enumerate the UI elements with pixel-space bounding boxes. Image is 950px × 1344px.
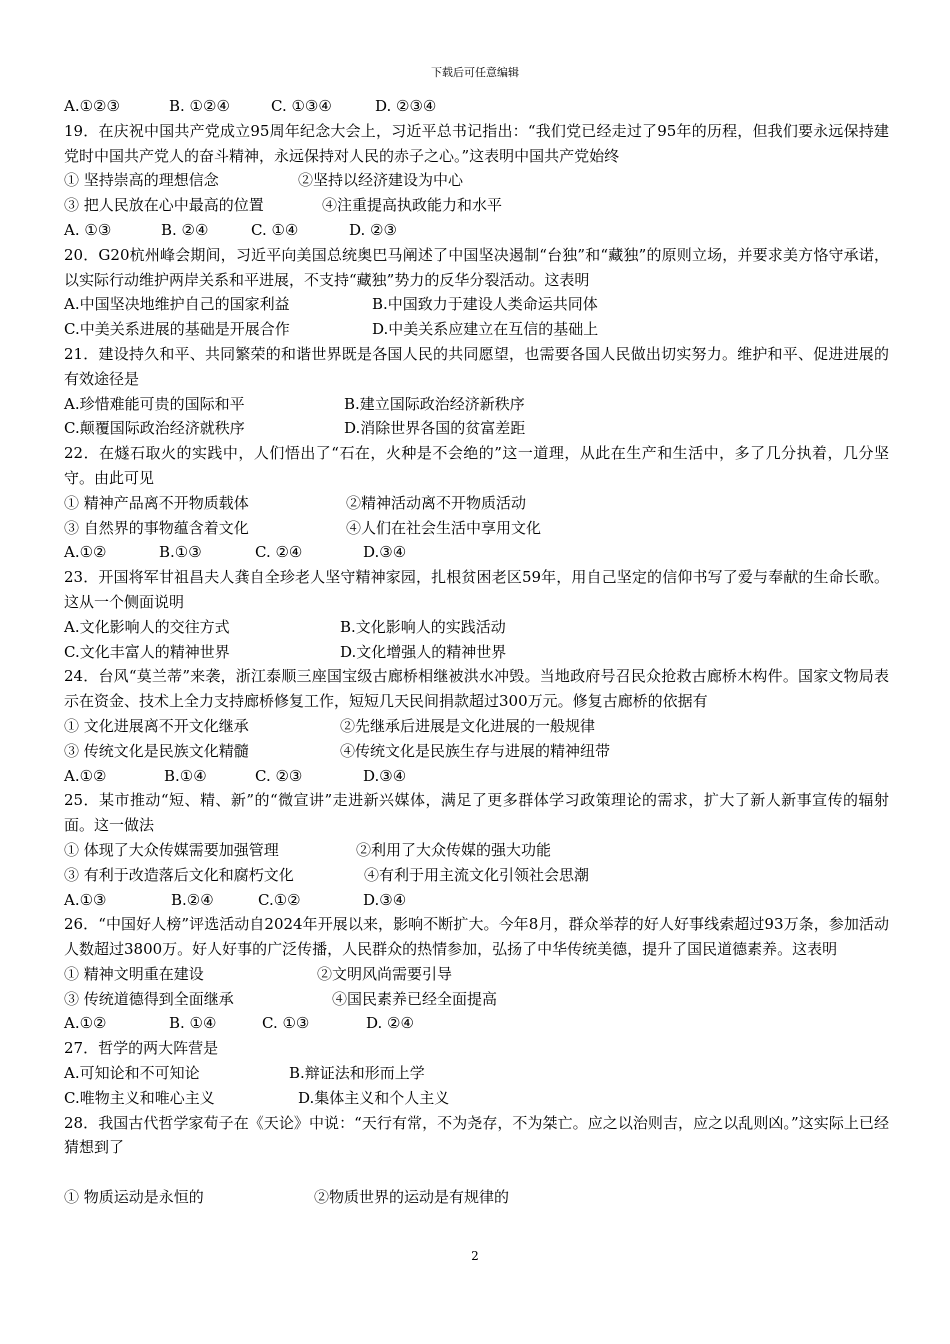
options-row xyxy=(64,317,889,342)
exam-content xyxy=(64,94,889,1210)
option-c: C.①② xyxy=(258,890,301,909)
statement: ④传统文化是民族生存与进展的精神纽带 xyxy=(340,741,611,760)
option-b: B. ②④ xyxy=(161,220,209,239)
option-a: A.珍惜难能可贵的国际和平 xyxy=(64,394,245,413)
option-d: D.③④ xyxy=(363,543,407,562)
statement-row xyxy=(64,714,889,739)
blank-line xyxy=(64,1160,889,1185)
option-c: C.颠覆国际政治经济就秩序 xyxy=(64,419,245,438)
statement-row xyxy=(64,987,889,1012)
statement: ③ 有利于改造落后文化和腐朽文化 xyxy=(64,865,294,884)
option-b: B.建立国际政治经济新秩序 xyxy=(344,394,525,413)
option-a: A.①② xyxy=(64,766,107,785)
page-number: 2 xyxy=(471,1249,479,1263)
option-d: D. ②④ xyxy=(366,1014,414,1033)
q18-option-a: A.①②③ xyxy=(64,97,120,115)
q18-option-c: C. ①③④ xyxy=(271,97,332,115)
q18-option-d: D. ②③④ xyxy=(375,97,437,115)
statement: ① 坚持崇高的理想信念 xyxy=(64,171,219,190)
option-d: D.文化增强人的精神世界 xyxy=(340,642,507,661)
statement-row xyxy=(64,863,889,888)
q18-option-b: B. ①②④ xyxy=(169,97,230,115)
option-a: A.①② xyxy=(64,1014,107,1033)
option-d: D.③④ xyxy=(363,766,407,785)
option-a: A.文化影响人的交往方式 xyxy=(64,617,230,636)
options-row xyxy=(64,218,889,243)
options-row xyxy=(64,1061,889,1086)
statement-row xyxy=(64,962,889,987)
options-row xyxy=(64,1086,889,1111)
statement: ① 物质运动是永恒的 xyxy=(64,1188,204,1207)
statement: ① 精神文明重在建设 xyxy=(64,964,204,983)
option-b: B.②④ xyxy=(171,890,214,909)
statement: ③ 把人民放在心中最高的位置 xyxy=(64,196,264,215)
question-stem: 23．开国将军甘祖昌夫人龚自全珍老人坚守精神家园，扎根贫困老区59年，用自己坚定的信仰书写了爱与奉献的生命长歌。这从一个侧面说明 xyxy=(64,568,889,611)
option-d: D.消除世界各国的贫富差距 xyxy=(344,419,526,438)
option-b: B.①③ xyxy=(159,543,202,562)
option-a: A.①② xyxy=(64,543,107,562)
option-d: D.中美关系应建立在互信的基础上 xyxy=(372,320,599,339)
statement-row xyxy=(64,516,889,541)
options-row xyxy=(64,888,889,913)
statement-row xyxy=(64,838,889,863)
options-row xyxy=(64,764,889,789)
statement: ③ 传统文化是民族文化精髓 xyxy=(64,741,249,760)
statement-row xyxy=(64,168,889,193)
option-a: A. ①③ xyxy=(64,220,112,239)
statement: ②精神活动离不开物质活动 xyxy=(346,493,527,512)
option-a: A.①③ xyxy=(64,890,107,909)
question-stem: 19．在庆祝中国共产党成立95周年纪念大会上，习近平总书记指出：“我们党已经走过了95年的历程，但我们要永远保持建党时中国共产党人的奋斗精神，永远保持对人民的赤子之心。”这表明中国共产党始终 xyxy=(64,121,889,165)
question-stem: 25．某市推动“短、精、新”的“微宣讲”走进新兴媒体，满足了更多群体学习政策理论的需求，扩大了新人新事宣传的辐射面。这一做法 xyxy=(64,791,889,835)
question-stem: 26．“中国好人榜”评选活动自2024年开展以来，影响不断扩大。今年8月，群众举荐的好人好事线索超过93万条，参加活动人数超过3800万。好人好事的广泛传播，人民群众的热情参加，弘扬了中华传统美德，提升了国民道德素养。这表明 xyxy=(64,915,889,959)
question-stem: 20．G20杭州峰会期间，习近平向美国总统奥巴马阐述了中国坚决遏制“台独”和“藏独”的原则立场，并要求美方恪守承诺，以实际行动维护两岸关系和平进展，不支持“藏独”势力的反华分裂活动。这表明 xyxy=(64,245,889,289)
option-a: A.可知论和不可知论 xyxy=(64,1064,200,1083)
option-b: B.①④ xyxy=(164,766,207,785)
statement: ④人们在社会生活中享用文化 xyxy=(346,518,542,537)
statement: ②文明风尚需要引导 xyxy=(317,964,453,983)
option-a: A.中国坚决地维护自己的国家利益 xyxy=(64,295,290,314)
statement-row xyxy=(64,193,889,218)
option-c: C. ②④ xyxy=(255,543,303,562)
option-c: C. ①③ xyxy=(262,1014,310,1033)
statement: ②利用了大众传媒的强大功能 xyxy=(356,840,552,859)
q18-options-row xyxy=(64,94,889,119)
statement: ④注重提高执政能力和水平 xyxy=(322,196,503,215)
option-b: B.辩证法和形而上学 xyxy=(289,1064,425,1083)
statement: ① 体现了大众传媒需要加强管理 xyxy=(64,840,279,859)
question-stem: 22．在燧石取火的实践中，人们悟出了“石在，火种是不会绝的”这一道理，从此在生产和生活中，多了几分执着，几分坚守。由此可见 xyxy=(64,444,889,487)
options-row xyxy=(64,540,889,565)
statement: ④有利于用主流文化引领社会思潮 xyxy=(364,865,590,884)
statement: ① 精神产品离不开物质载体 xyxy=(64,493,249,512)
question-stem: 27．哲学的两大阵营是 xyxy=(64,1039,219,1058)
option-b: B.文化影响人的实践活动 xyxy=(340,617,506,636)
option-d: D.③④ xyxy=(363,890,407,909)
option-c: C.中美关系进展的基础是开展合作 xyxy=(64,320,290,339)
statement-row xyxy=(64,1185,889,1210)
statement: ②先继承后进展是文化进展的一般规律 xyxy=(340,716,596,735)
option-d: D. ②③ xyxy=(349,220,397,239)
option-c: C. ②③ xyxy=(255,766,303,785)
statement: ④国民素养已经全面提高 xyxy=(332,989,498,1008)
statement: ① 文化进展离不开文化继承 xyxy=(64,716,249,735)
statement-row xyxy=(64,491,889,516)
options-row xyxy=(64,1011,889,1036)
option-d: D.集体主义和个人主义 xyxy=(298,1088,450,1107)
page-header: 下载后可任意编辑 xyxy=(431,66,519,79)
option-b: B.中国致力于建设人类命运共同体 xyxy=(372,295,598,314)
statement: ②坚持以经济建设为中心 xyxy=(298,171,464,190)
options-row xyxy=(64,640,889,665)
option-c: C.文化丰富人的精神世界 xyxy=(64,642,230,661)
options-row xyxy=(64,615,889,640)
option-c: C. ①④ xyxy=(251,220,299,239)
statement: ③ 自然界的事物蕴含着文化 xyxy=(64,518,249,537)
option-c: C.唯物主义和唯心主义 xyxy=(64,1088,215,1107)
statement: ②物质世界的运动是有规律的 xyxy=(314,1188,510,1207)
question-stem: 24．台风“莫兰蒂”来袭，浙江泰顺三座国宝级古廊桥相继被洪水冲毁。当地政府号召民众抢救古廊桥木构件。国家文物局表示在资金、技术上全力支持廊桥修复工作，短短几天民间捐款超过300万元。修复古廊桥的依据有 xyxy=(64,667,889,711)
options-row xyxy=(64,416,889,441)
statement-row xyxy=(64,739,889,764)
question-stem: 28．我国古代哲学家荀子在《天论》中说：“天行有常，不为尧存，不为桀亡。应之以治则吉，应之以乱则凶。”这实际上已经猜想到了 xyxy=(64,1113,889,1157)
statement: ③ 传统道德得到全面继承 xyxy=(64,989,234,1008)
question-stem: 21．建设持久和平、共同繁荣的和谐世界既是各国人民的共同愿望，也需要各国人民做出切实努力。维护和平、促进进展的有效途径是 xyxy=(64,344,889,388)
options-row xyxy=(64,392,889,417)
options-row xyxy=(64,292,889,317)
option-b: B. ①④ xyxy=(169,1014,217,1033)
